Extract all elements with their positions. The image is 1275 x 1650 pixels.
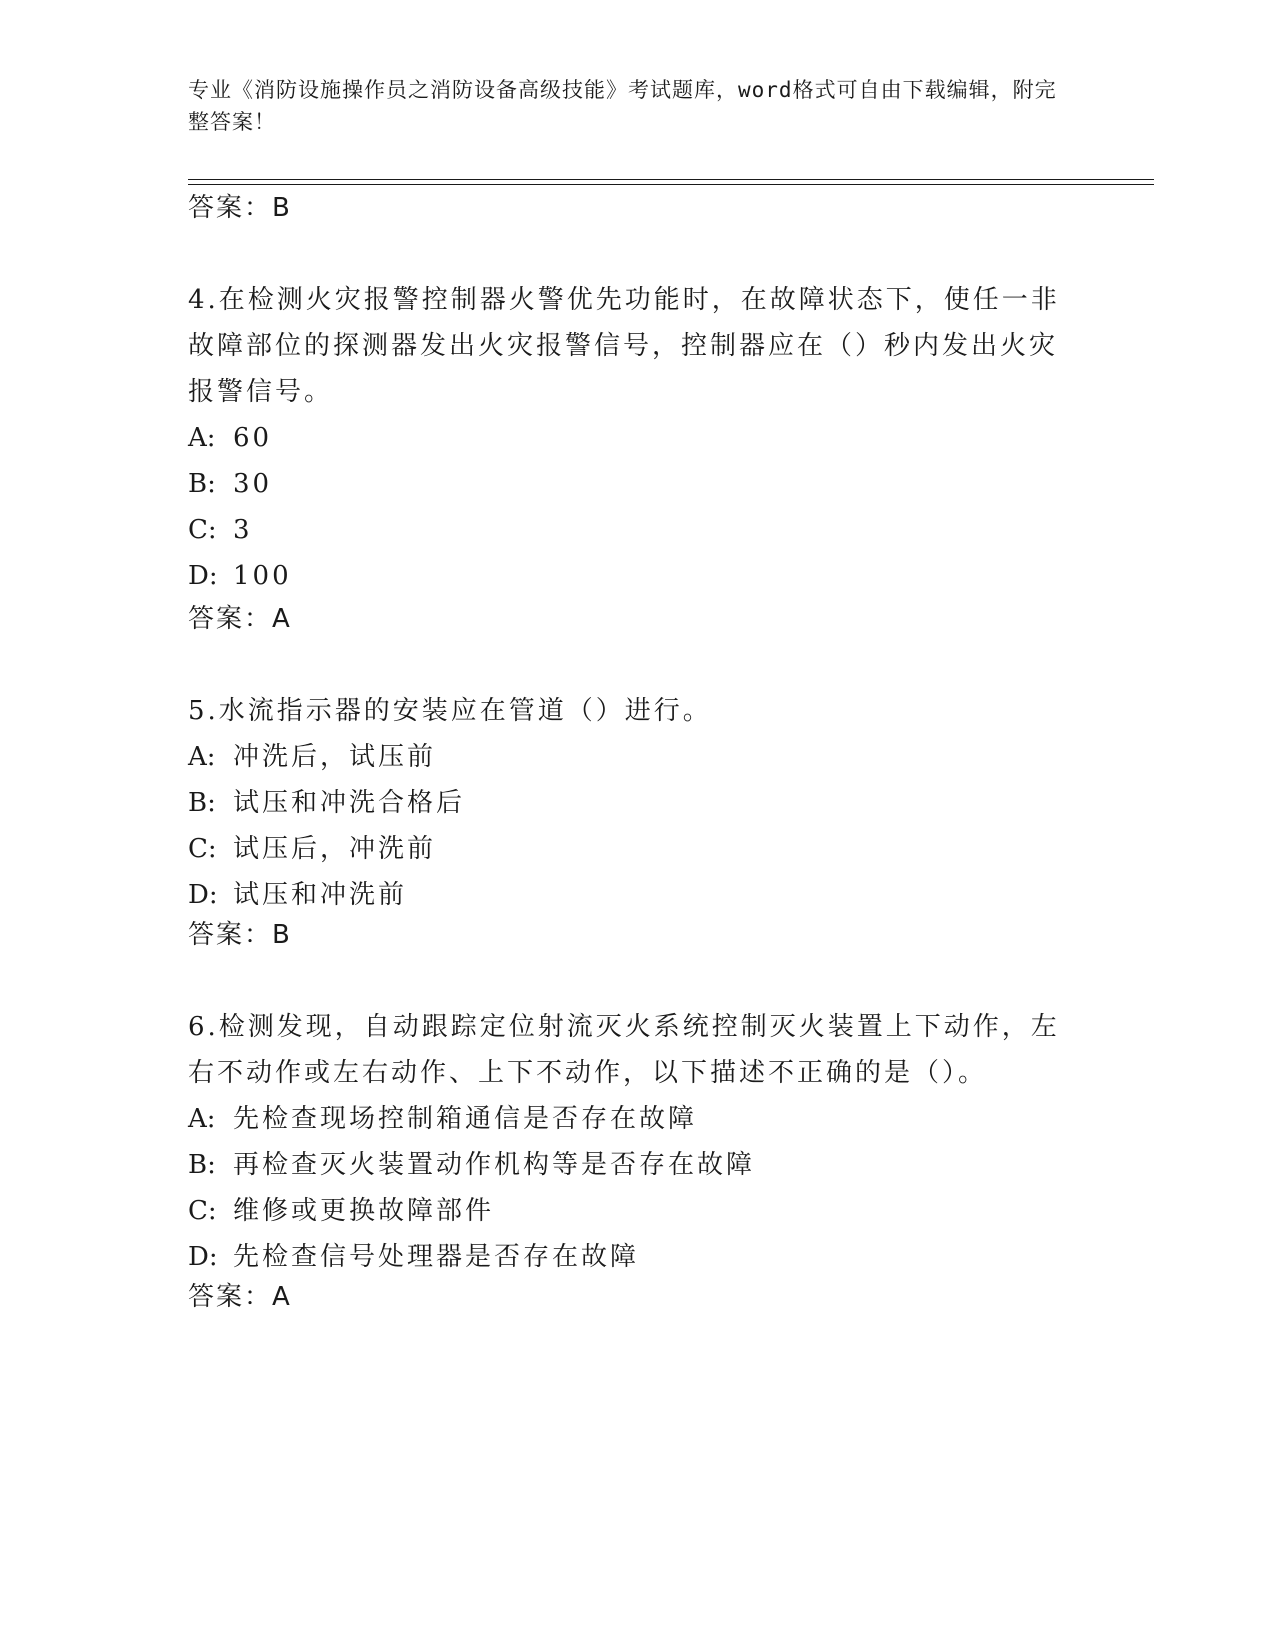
- option-c: [188, 826, 1068, 872]
- option-text: 试压后，冲洗前: [233, 834, 437, 864]
- option-key: D:: [188, 880, 218, 910]
- option-text: 3: [233, 515, 253, 545]
- option-d: [188, 553, 1068, 599]
- option-c: [188, 507, 1068, 553]
- option-key: D:: [188, 561, 218, 591]
- option-text: 60: [233, 423, 273, 453]
- option-b: [188, 1142, 1068, 1188]
- option-text: 30: [233, 469, 273, 499]
- option-key: A:: [188, 742, 216, 772]
- option-a: [188, 415, 1068, 461]
- question-5: [188, 688, 1068, 918]
- option-key: A:: [188, 423, 216, 453]
- option-text: 试压和冲洗合格后: [233, 788, 466, 818]
- option-b: [188, 780, 1068, 826]
- answer-6: 答案：A: [188, 1282, 292, 1312]
- option-a: [188, 734, 1068, 780]
- option-key: C:: [188, 515, 217, 545]
- option-d: [188, 872, 1068, 918]
- option-text: 维修或更换故障部件: [233, 1196, 495, 1226]
- option-text: 试压和冲洗前: [233, 880, 408, 910]
- option-d: [188, 1234, 1068, 1280]
- header-divider-bottom: [188, 184, 1154, 185]
- answer-5: 答案：B: [188, 920, 292, 950]
- header-divider-top: [188, 179, 1154, 180]
- option-b: [188, 461, 1068, 507]
- option-key: B:: [188, 788, 216, 818]
- option-text: 再检查灭火装置动作机构等是否存在故障: [233, 1150, 756, 1180]
- option-key: B:: [188, 469, 216, 499]
- option-key: D:: [188, 1242, 218, 1272]
- option-text: 100: [233, 561, 292, 591]
- option-text: 先检查现场控制箱通信是否存在故障: [233, 1104, 698, 1134]
- question-stem: 6.检测发现，自动跟踪定位射流灭火系统控制灭火装置上下动作，左右不动作或左右动作、上下不动作，以下描述不正确的是（）。: [188, 1012, 1060, 1088]
- question-4: [188, 277, 1068, 599]
- option-key: C:: [188, 834, 217, 864]
- option-key: A:: [188, 1104, 216, 1134]
- option-key: B:: [188, 1150, 216, 1180]
- option-key: C:: [188, 1196, 217, 1226]
- question-6: [188, 1004, 1068, 1280]
- question-stem: 5.水流指示器的安装应在管道（）进行。: [188, 696, 712, 726]
- answer-4: 答案：A: [188, 604, 292, 634]
- question-stem: 4.在检测火灾报警控制器火警优先功能时，在故障状态下，使任一非故障部位的探测器发出火灾报警信号，控制器应在（）秒内发出火灾报警信号。: [188, 285, 1060, 407]
- option-text: 先检查信号处理器是否存在故障: [233, 1242, 640, 1272]
- option-a: [188, 1096, 1068, 1142]
- option-c: [188, 1188, 1068, 1234]
- answer-prev: 答案：B: [188, 193, 292, 223]
- document-header: 专业《消防设施操作员之消防设备高级技能》考试题库，word格式可自由下载编辑，附完整答案！: [188, 78, 1057, 134]
- option-text: 冲洗后，试压前: [233, 742, 437, 772]
